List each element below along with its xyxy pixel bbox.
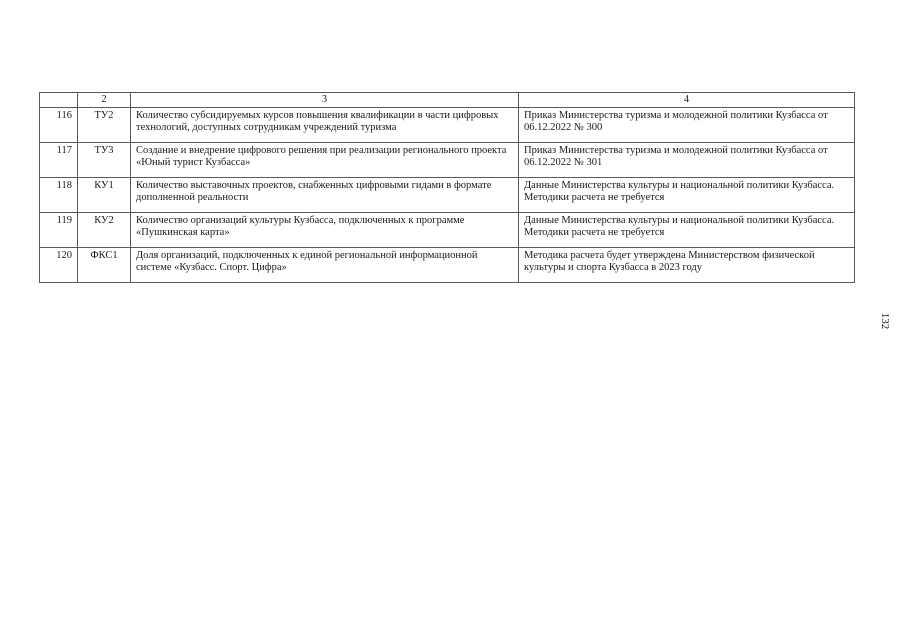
table-row <box>40 178 855 213</box>
header-col-1 <box>40 93 78 108</box>
row-number: 117 <box>40 143 78 178</box>
table-row <box>40 248 855 283</box>
indicator-name: Количество организаций культуры Кузбасса, подключенных к программе «Пушкинская карта» <box>131 213 519 248</box>
row-number: 119 <box>40 213 78 248</box>
indicator-name: Создание и внедрение цифрового решения при реализации регионального проекта «Юный турист Кузбасса» <box>131 143 519 178</box>
table-row <box>40 213 855 248</box>
indicator-source: Данные Министерства культуры и национальной политики Кузбасса. Методики расчета не требуется <box>519 213 855 248</box>
indicators-table <box>39 92 855 283</box>
header-col-3: 3 <box>131 93 519 108</box>
indicator-source: Методика расчета будет утверждена Министерством физической культуры и спорта Кузбасса в 2023 году <box>519 248 855 283</box>
table-header-row <box>40 93 855 108</box>
indicator-name: Количество субсидируемых курсов повышения квалификации в части цифровых технологий, доступных сотрудникам учреждений туризма <box>131 108 519 143</box>
row-number: 116 <box>40 108 78 143</box>
indicator-source: Приказ Министерства туризма и молодежной политики Кузбасса от 06.12.2022 № 301 <box>519 143 855 178</box>
header-col-2: 2 <box>78 93 131 108</box>
indicator-code: ТУ3 <box>78 143 131 178</box>
indicator-code: КУ1 <box>78 178 131 213</box>
table-row <box>40 143 855 178</box>
indicator-code: КУ2 <box>78 213 131 248</box>
indicator-name: Доля организаций, подключенных к единой региональной информационной системе «Кузбасс. Спорт. Цифра» <box>131 248 519 283</box>
indicator-source: Данные Министерства культуры и национальной политики Кузбасса. Методики расчета не требуется <box>519 178 855 213</box>
page-number: 132 <box>879 312 891 330</box>
row-number: 120 <box>40 248 78 283</box>
table-row <box>40 108 855 143</box>
indicator-name: Количество выставочных проектов, снабженных цифровыми гидами в формате дополненной реальности <box>131 178 519 213</box>
row-number: 118 <box>40 178 78 213</box>
header-col-4: 4 <box>519 93 855 108</box>
indicator-code: ТУ2 <box>78 108 131 143</box>
indicator-source: Приказ Министерства туризма и молодежной политики Кузбасса от 06.12.2022 № 300 <box>519 108 855 143</box>
indicator-code: ФКС1 <box>78 248 131 283</box>
